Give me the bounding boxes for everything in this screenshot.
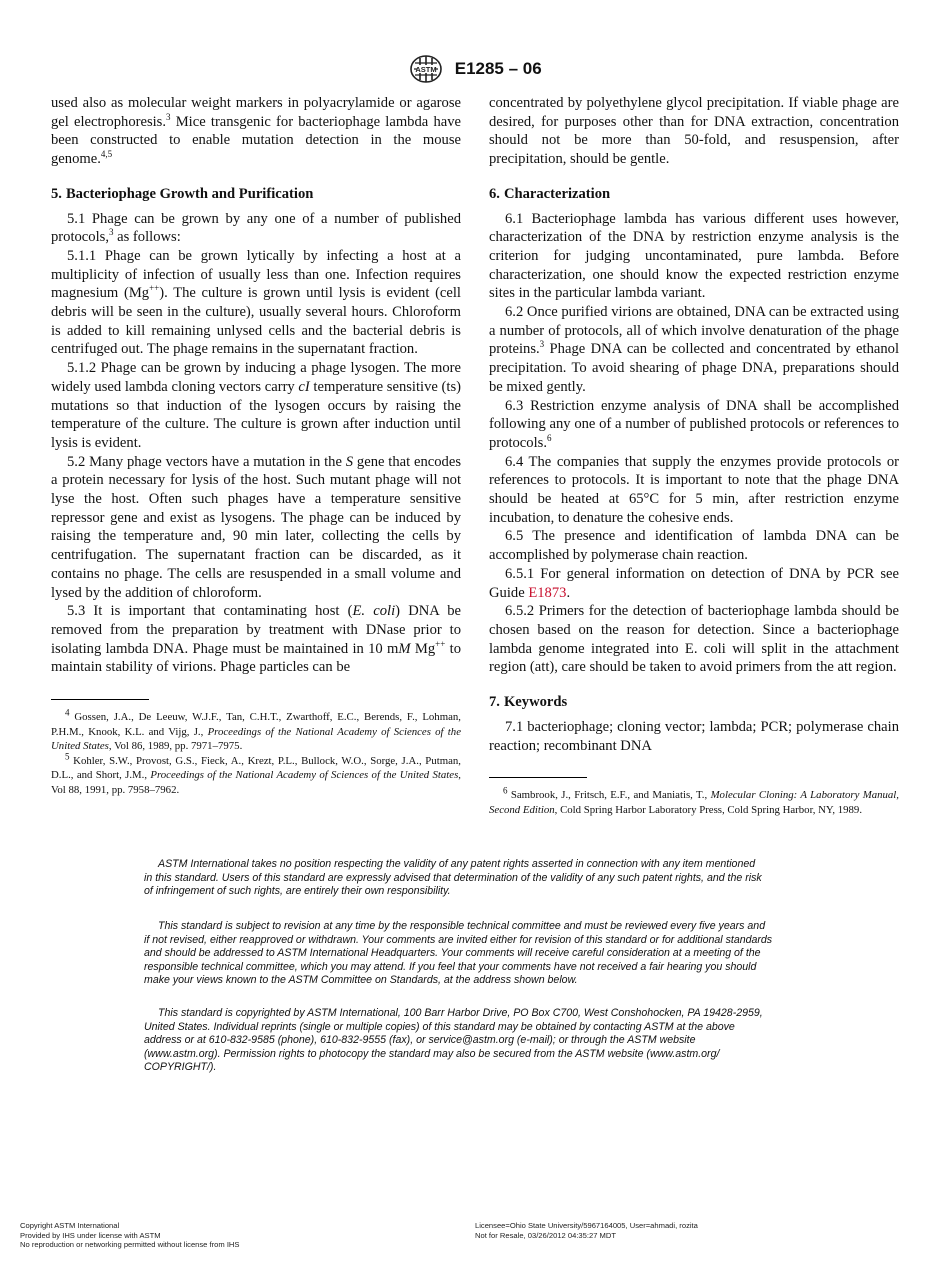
guide-e1873-link[interactable]: E1873 bbox=[528, 584, 567, 601]
paragraph-5-1-1: 5.1.1 Phage can be grown lytically by infecting a host at a multiplicity of infection of usually less than one. Infection requires magnesium (Mg++). The culture is grown until lysis is evident (cell debris will be seen in the culture), usually several hours. Chloroform is added to kill remaining unlysed cells and the bacterial debris is centrifuged out. The phage remains in the supernatant fraction. bbox=[51, 247, 461, 358]
footnote-rule bbox=[51, 699, 149, 700]
left-column bbox=[51, 94, 461, 797]
svg-text:ASTM: ASTM bbox=[415, 65, 437, 74]
paragraph-6-3: 6.3 Restriction enzyme analysis of DNA shall be accomplished following any one of a number of published protocols or references to protocols.$^6$ bbox=[489, 397, 899, 451]
section-6-heading: 6. Characterization bbox=[489, 185, 611, 202]
right-column bbox=[489, 94, 899, 817]
revision-notice: This standard is subject to revision at any time by the responsible technical committee and must be reviewed every five years and if not revised, either reapproved or withdrawn. Your comments are invited either for revision of this standard or for additional standards and should be addressed to ASTM International Headquarters. Your comments will receive careful consideration at a meeting of the responsible technical committee, which you may attend. If you feel that your comments have not received a fair hearing you should make your views known to the ASTM Committee on Standards, at the address shown below. bbox=[144, 920, 773, 987]
footnote-6: $^6$ Sambrook, J., Fritsch, E.F., and Maniatis, T., Molecular Cloning: A Laboratory Manual, Second Edition, Cold Spring Harbor Laboratory Press, Cold Spring Harbor, NY, 1989. bbox=[489, 785, 899, 816]
footnote-4: $^4$ Gossen, J.A., De Leeuw, W.J.F., Tan, C.H.T., Zwarthoff, E.C., Berends, F., Lohman, P.H.M., Knook, K.L. and Vijg, J., Proceedings of the National Academy of Sciences of the United States, Vol 86, 1989, pp. 7971–7975. bbox=[51, 707, 461, 753]
copyright-notice: This standard is copyrighted by ASTM International, 100 Barr Harbor Drive, PO Box C700, West Conshohocken, PA 19428-2959, United States. Individual reprints (single or multiple copies) of this standard may be obtained by contacting ASTM at the above address or at 610-832-9585 (phone), 610-832-9555 (fax), or service@astm.org (e-mail); or through the ASTM website (www.astm.org). Permission rights to photocopy the standard may also be secured from the ASTM website (www.astm.org/ COPYRIGHT/). bbox=[144, 1007, 763, 1074]
paragraph-6-5-1: 6.5.1 For general information on detection of DNA by PCR see Guide E1873. bbox=[489, 565, 899, 601]
paragraph-6-5: 6.5 The presence and identification of lambda DNA can be accomplished by polymerase chain reaction. bbox=[489, 528, 899, 564]
section-5-heading: 5. Bacteriophage Growth and Purification bbox=[51, 185, 314, 202]
continued-paragraph: concentrated by polyethylene glycol precipitation. If viable phage are desired, for purposes other than for DNA extraction, concentration should not be more than 50-fold, and resuspension, after precipitation, should be gentle. bbox=[489, 95, 899, 168]
intro-paragraph: used also as molecular weight markers in polyacrylamide or agarose gel electrophoresis.$^3$ Mice transgenic for bacteriophage lambda have been constructed to enable mutation detection in the mouse genome.$^{4,5}$ bbox=[51, 95, 461, 168]
designation: E1285 – 06 bbox=[454, 59, 542, 78]
paragraph-7-1: 7.1 bacteriophage; cloning vector; lambda; PCR; polymerase chain reaction; recombinant DNA bbox=[489, 718, 899, 754]
paragraph-6-2: 6.2 Once purified virions are obtained, DNA can be extracted using a number of protocols, all of which involve denaturation of the phage proteins.$^3$ Phage DNA can be collected and concentrated by ethanol precipitation. To avoid shearing of phage DNA, preparations should be mixed gently. bbox=[489, 304, 899, 395]
footnote-rule bbox=[489, 777, 587, 778]
paragraph-5-1: 5.1 Phage can be grown by any one of a number of published protocols,$^3$ as follows: bbox=[51, 210, 461, 246]
paragraph-6-5-2: 6.5.2 Primers for the detection of bacteriophage lambda should be chosen based on the reason for detection. Since a bacteriophage lambda genome integrated into E. coli will split in the attachment region (att), care should be taken to avoid primers from the att region. bbox=[489, 603, 899, 676]
paragraph-6-1: 6.1 Bacteriophage lambda has various different uses however, characterization of the DNA by restriction enzyme analysis is the criterion for judging uncontaminated, pure lambda. Before characterization, one should know the expected restriction enzyme sites in the particular lambda variant. bbox=[489, 210, 899, 302]
patent-notice: ASTM International takes no position respecting the validity of any patent rights asserted in connection with any item mentioned in this standard. Users of this standard are expressly advised that determination of the validity of any such patent rights, and the risk of infringement of such rights, are entirely their own responsibility. bbox=[144, 858, 762, 898]
footnote-5: $^5$ Kohler, S.W., Provost, G.S., Fieck, A., Krezt, P.L., Bullock, W.O., Sorge, J.A., Putman, D.L., and Short, J.M., Proceedings of the National Academy of Sciences of the United States, Vol 88, 1991, pp. 7958–7962. bbox=[51, 751, 461, 796]
paragraph-5-3: 5.3 It is important that contaminating host (E. coli) DNA be removed from the preparation by treatment with DNase prior to isolating lambda DNA. Phage must be maintained in 10 mM Mg++ to maintain stability of virions. Phage particles can be bbox=[51, 603, 462, 676]
license-footer-left: Copyright ASTM International Provided by IHS under license with ASTM No reproduction or networking permitted without license from IHS bbox=[20, 1221, 240, 1250]
paragraph-6-4: 6.4 The companies that supply the enzymes provide protocols or references to protocols. It is important to note that the phage DNA should be heated at 65°C for 5 min, after restriction enzyme incubation, to denature the cohesive ends. bbox=[489, 453, 899, 526]
astm-logo-icon bbox=[408, 54, 444, 84]
section-7-heading: 7. Keywords bbox=[489, 694, 568, 711]
paragraph-5-1-2: 5.1.2 Phage can be grown by inducing a phage lysogen. The more widely used lambda cloning vectors carry cI temperature sensitive (ts) mutations so that induction of the lysogen occurs by raising the temperature of the culture. The culture is grown after induction until lysis is evident. bbox=[51, 360, 462, 451]
page-header bbox=[0, 54, 950, 84]
paragraph-5-2: 5.2 Many phage vectors have a mutation in the S gene that encodes a protein necessary for lysis of the host. Such mutant phage will not lyse the host. Often such phages have a temperature sensitive repressor gene and exist as lysogens. The phage can be induced by raising the temperature and, 90 min later, collecting the cells by centrifugation. The supernatant fraction can be discarded, as it contains no phage. The cells are resuspended in a small volume and lysed by the addition of chloroform. bbox=[51, 453, 462, 601]
license-footer-right: Licensee=Ohio State University/5967164005, User=ahmadi, rozita Not for Resale, 03/26/2012 04:35:27 MDT bbox=[475, 1221, 698, 1240]
